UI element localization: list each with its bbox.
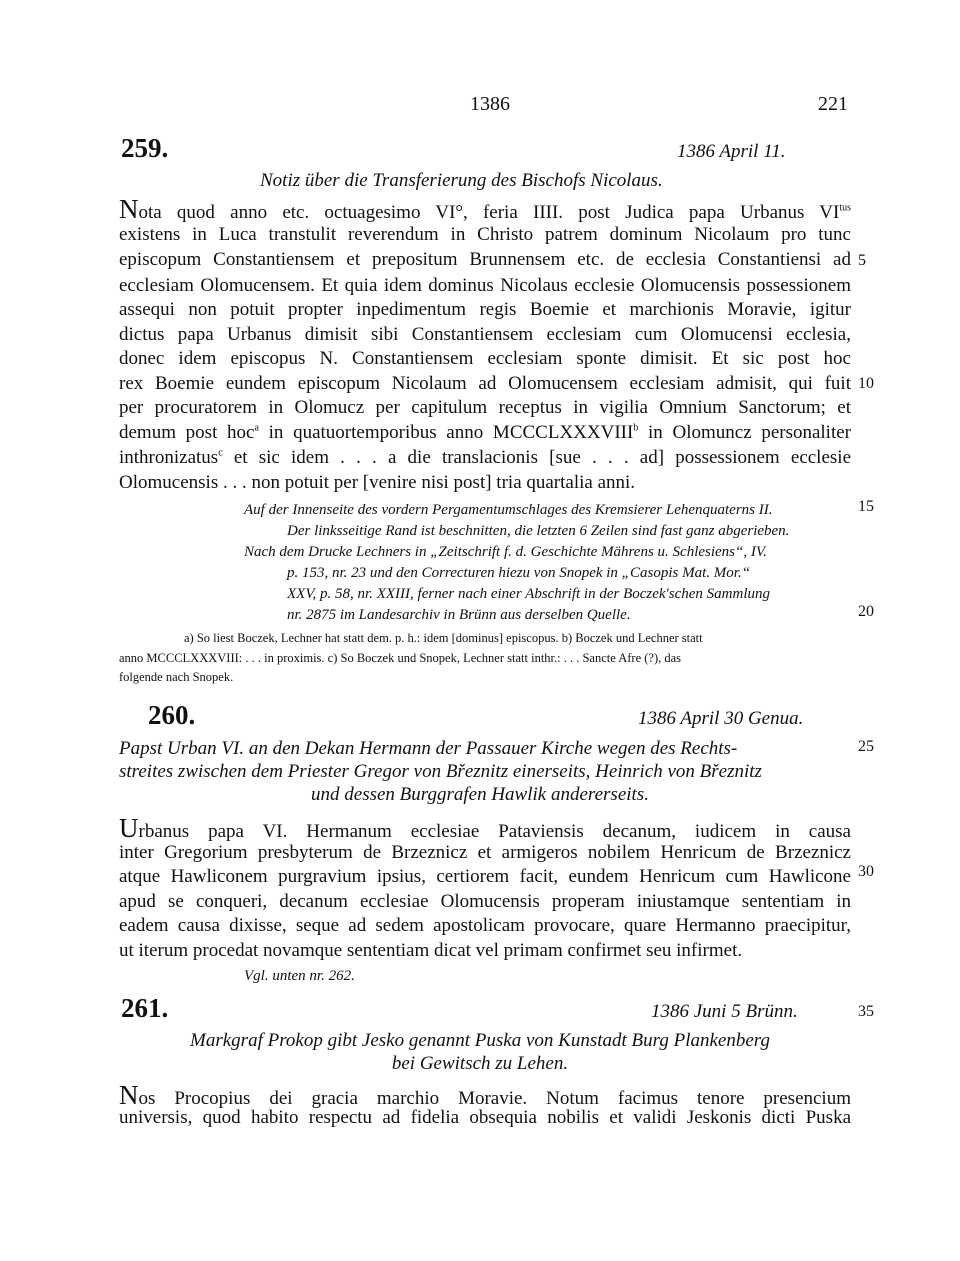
line-number: 10 [858, 375, 874, 392]
entry-regest: bei Gewitsch zu Lehen. [391, 1053, 569, 1074]
entry-regest: Markgraf Prokop gibt Jesko genannt Puska von Kunstadt Burg Plankenberg [190, 1030, 770, 1051]
body-line: apud se conqueri, decanum ecclesiae Olomucensis properam iniustamque sententiam in [119, 891, 851, 912]
initial-letter: N [119, 1080, 139, 1110]
body-line: demum post hoc$^a$ in quatuortemporibus anno MCCCLXXXVIII$^b$ in Olomuncz personaliter [119, 422, 851, 443]
body-line-text: os Procopius dei gracia marchio Moravie. Notum facimus tenore presencium [138, 1088, 851, 1109]
footnote: folgende nach Snopek. [119, 670, 234, 684]
body-line: assequi non potuit propter inpedimentum regis Boemie et marchionis Moravie, igitur [119, 299, 851, 320]
reference-note: Vgl. unten nr. 262. [244, 968, 355, 984]
body-line: Olomucensis . . . non potuit per [venire nisi post] tria quartalia anni. [119, 472, 636, 493]
body-line: inthronizatus$^c$ et sic idem . . . a die translacionis [sue . . . ad] possessionem ecclesie [119, 447, 851, 468]
line-number: 5 [858, 252, 866, 269]
entry-number: 261. [121, 993, 169, 1023]
entry-number: 259. [121, 133, 169, 163]
footnote: anno MCCCLXXXVIII: . . . in proximis. c) So Boczek und Snopek, Lechner statt inthr.: . . . Sancte Afre (?), das [119, 651, 682, 665]
body-line: inter Gregorium presbyterum de Brzeznicz et armigeros nobilem Henricum de Brzeznicz [119, 842, 851, 863]
body-line: universis, quod habito respectu ad fidelia obsequia nobilis et validi Jeskonis dicti Puska [119, 1107, 851, 1128]
source-note: nr. 2875 im Landesarchiv in Brünn aus derselben Quelle. [287, 607, 631, 623]
body-line: atque Hawliconem purgravium ipsius, certiorem facit, eundem Henricum cum Hawlicone [119, 866, 851, 887]
body-line-text: rbanus papa VI. Hermanum ecclesiae Pataviensis decanum, iudicem in causa [138, 821, 851, 842]
body-line: rex Boemie eundem episcopum Nicolaum ad Olomucensem ecclesiam admisit, qui fuit [119, 373, 851, 394]
initial-letter: U [119, 813, 139, 843]
body-line: ut iterum procedat novamque sententiam dicat vel primam confirmet seu infirmet. [119, 940, 743, 961]
body-line: per procuratorem in Olomucz per capitulum receptus in vigilia Omnium Sanctorum; et [119, 397, 851, 418]
entry-regest: und dessen Burggrafen Hawlik andererseits. [311, 784, 649, 805]
line-number: 20 [858, 603, 874, 620]
entry-regest: streites zwischen dem Priester Gregor von Březnitz einerseits, Heinrich von Březnitz [119, 761, 762, 782]
body-line: donec idem episcopus N. Constantiensem ecclesiam sponte dimisit. Et sic post hoc [119, 348, 851, 369]
entry-date: 1386 Juni 5 Brünn. [651, 1001, 798, 1022]
line-number: 30 [858, 863, 874, 880]
initial-letter: N [119, 194, 139, 224]
body-line: ecclesiam Olomucensem. Et quia idem dominus Nicolaus ecclesie Olomucensis possessionem [119, 275, 851, 296]
source-note: Nach dem Drucke Lechners in „Zeitschrift f. d. Geschichte Mährens u. Schlesiens“, IV. [244, 544, 767, 560]
entry-regest: Notiz über die Transferierung des Bischofs Nicolaus. [260, 170, 663, 191]
entry-date: 1386 April 11. [677, 141, 786, 162]
body-line: existens in Luca transtulit reverendum in Christo patrem dominum Nicolaum pro tunc [119, 224, 851, 245]
running-header-year: 1386 [470, 93, 510, 115]
source-note: p. 153, nr. 23 und den Correcturen hiezu von Snopek in „Casopis Mat. Mor.“ [287, 565, 751, 581]
line-number: 35 [858, 1003, 874, 1020]
body-line: dictus papa Urbanus dimisit sibi Constantiensem ecclesiam cum Olomucensi ecclesia, [119, 324, 851, 345]
source-note: XXV, p. 58, nr. XXIII, ferner nach einer Abschrift in der Boczek'schen Sammlung [287, 586, 770, 602]
page-number: 221 [818, 93, 848, 115]
body-line: Nota quod anno etc. octuagesimo VI°, feria IIII. post Judica papa Urbanus $VI^{tus}$ [119, 194, 851, 224]
entry-date: 1386 April 30 Genua. [638, 708, 804, 729]
body-line [119, 1082, 851, 1110]
body-line [119, 815, 851, 843]
source-note: Der linksseitige Rand ist beschnitten, die letzten 6 Zeilen sind fast ganz abgerieben. [287, 523, 790, 539]
body-line: eadem causa dixisse, seque ad sedem apostolicam provocare, quare Hermanno praecipitur, [119, 915, 851, 936]
line-number: 25 [858, 738, 874, 755]
source-note: Auf der Innenseite des vordern Pergamentumschlages des Kremsierer Lehenquaterns II. [244, 502, 773, 518]
entry-regest: Papst Urban VI. an den Dekan Hermann der Passauer Kirche wegen des Rechts- [119, 738, 738, 759]
body-line: episcopum Constantiensem et prepositum Brunnensem etc. de ecclesia Constantiensi ad [119, 249, 851, 270]
entry-number: 260. [148, 700, 196, 730]
line-number: 15 [858, 498, 874, 515]
footnote: a) So liest Boczek, Lechner hat statt dem. p. h.: idem [dominus] episcopus. b) Boczek und Lechner statt [184, 631, 703, 645]
